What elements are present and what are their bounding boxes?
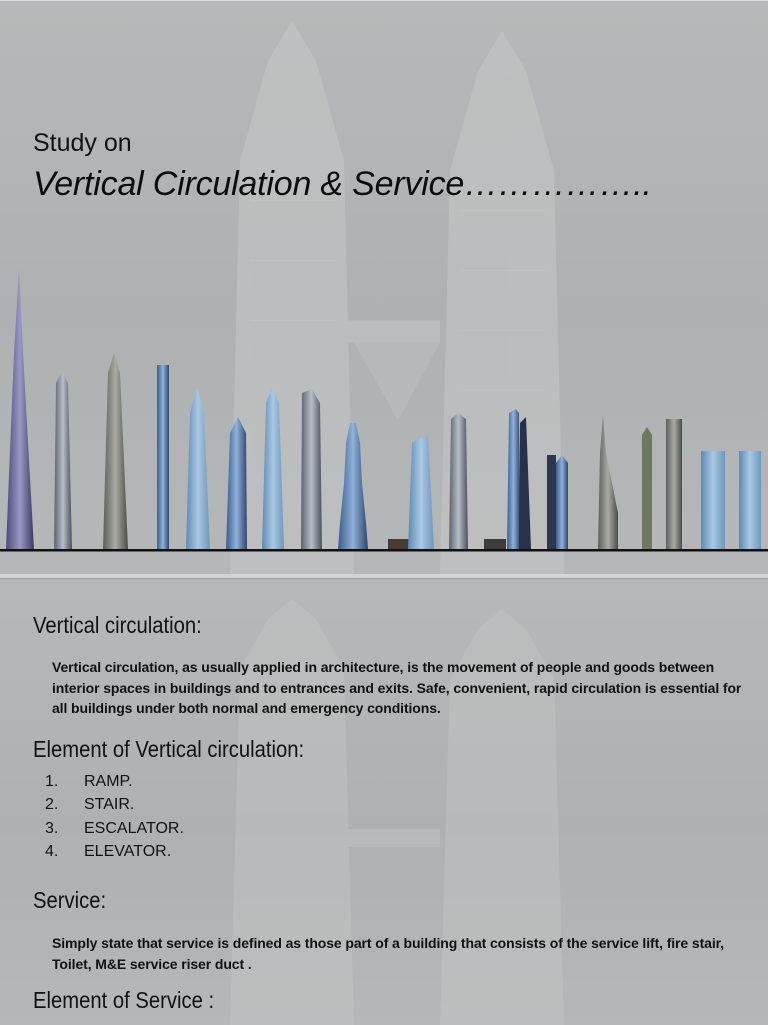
list-number: 4.	[45, 843, 59, 861]
list-number: 3.	[45, 819, 59, 837]
elements-vertical-circulation-list	[45, 770, 184, 864]
elements-service-heading: Element of Service :	[33, 987, 215, 1013]
list-number: 2.	[45, 796, 59, 814]
service-heading: Service:	[33, 887, 107, 913]
list-number: 1.	[45, 772, 59, 790]
list-label: ESCALATOR.	[84, 819, 184, 837]
list-label: STAIR.	[84, 796, 135, 814]
slide-title: Vertical Circulation & Service……………..	[33, 165, 652, 203]
elements-vertical-circulation-heading: Element of Vertical circulation:	[33, 736, 305, 762]
list-item	[45, 794, 184, 818]
slide-subtitle: Study on	[33, 129, 132, 157]
service-text: Simply state that service is defined as those part of a building that consists of the service lift, fire stair, Toilet, M&E service riser duct .	[52, 935, 724, 972]
list-label: RAMP.	[84, 772, 133, 790]
skyscraper-lineup-image	[0, 263, 768, 555]
vertical-circulation-heading: Vertical circulation:	[33, 612, 202, 638]
list-label: ELEVATOR.	[84, 843, 172, 861]
vertical-circulation-text: Vertical circulation, as usually applied in architecture, is the movement of people and goods between interior spaces in buildings and to entrances and exits. Safe, convenient, rapid circulation is essential for all buildings under both normal and emergency conditions.	[52, 659, 742, 716]
list-item	[45, 841, 184, 865]
list-item	[45, 817, 184, 841]
list-item	[45, 770, 184, 794]
